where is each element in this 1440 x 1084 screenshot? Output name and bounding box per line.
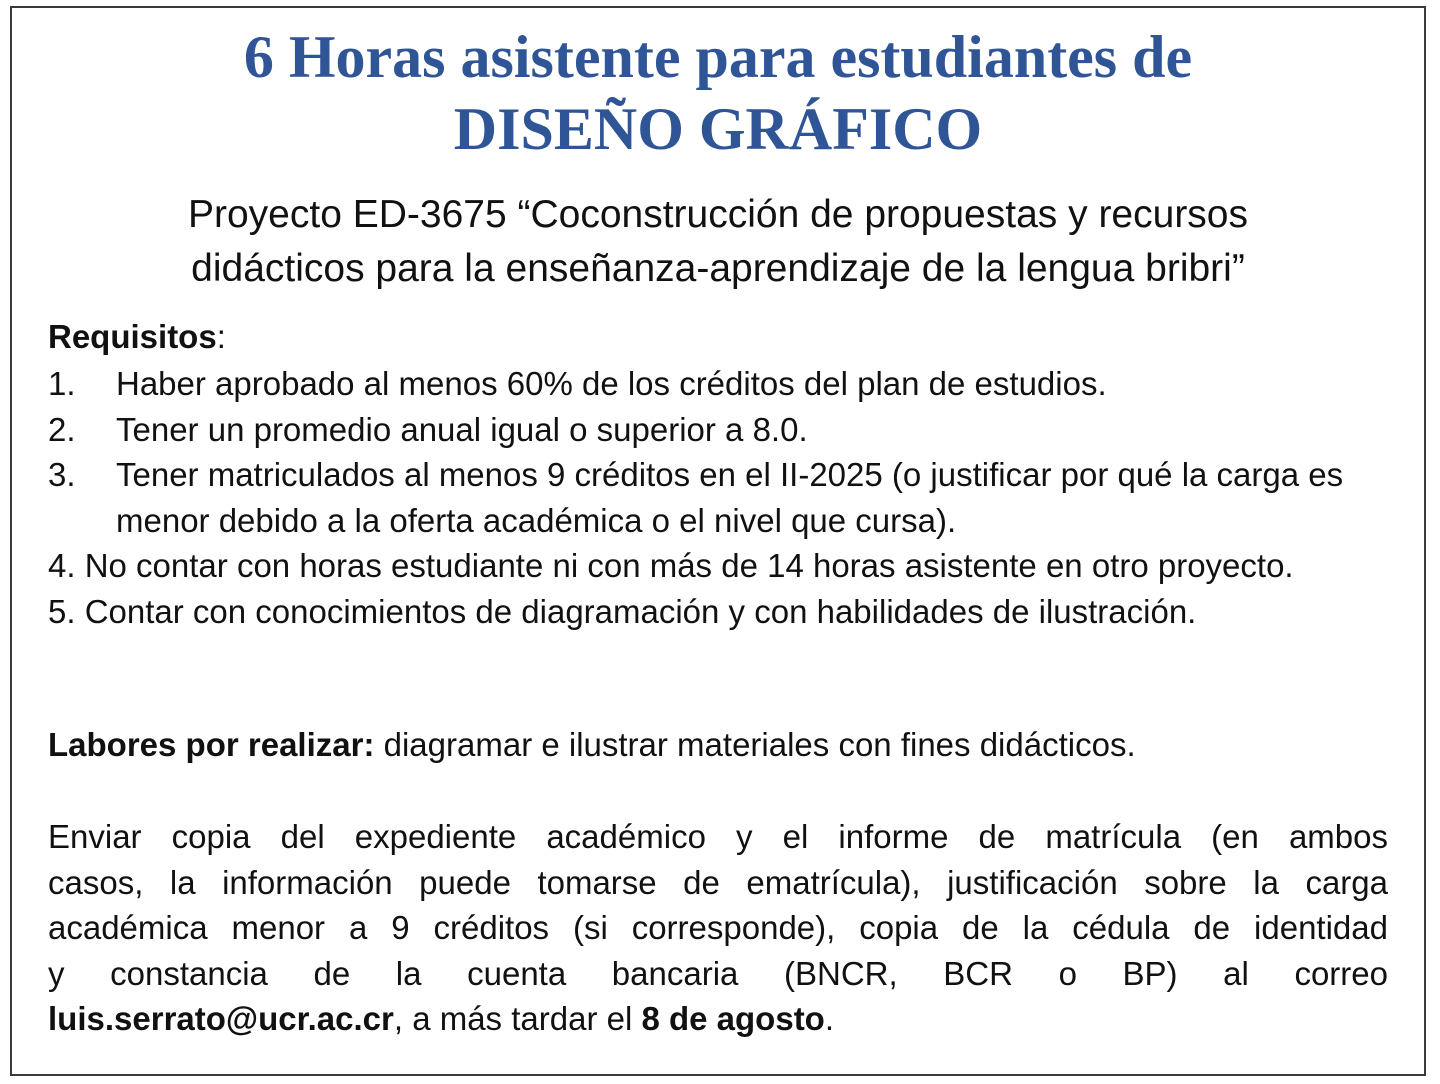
requirements-heading-label: Requisitos	[48, 318, 217, 355]
deadline-end: .	[824, 1000, 835, 1037]
requirement-item	[48, 543, 1388, 589]
submission-line-3: académica menor a 9 créditos (si corresponde), copia de la cédula de identidad	[48, 909, 1388, 946]
requirement-text: Tener un promedio anual igual o superior a 8.0.	[116, 410, 808, 448]
requirement-text: Haber aprobado al menos 60% de los créditos del plan de estudios.	[116, 365, 1107, 402]
requirement-number: 5.	[48, 592, 76, 630]
project-line-2: didácticos para la enseñanza-aprendizaje de la lengua bribri”	[191, 247, 1245, 290]
requirement-item	[48, 589, 1388, 635]
submission-line-1: Enviar copia del expediente académico y el informe de matrícula (en ambos	[48, 818, 1388, 855]
project-line-1: Proyecto ED-3675 “Coconstrucción de propuestas y recursos	[187, 193, 1248, 236]
submission-line-2: casos, la información puede tomarse de ematrícula), justificación sobre la carga	[48, 863, 1388, 901]
requirement-text: Contar con conocimientos de diagramación y con habilidades de ilustración.	[84, 592, 1197, 630]
submission-paragraph	[48, 814, 1388, 1042]
title-line-2: DISEÑO GRÁFICO	[453, 96, 983, 162]
requirement-item	[48, 407, 1388, 453]
requirement-number: 4.	[48, 547, 76, 584]
requirement-number: 2.	[48, 410, 76, 448]
title-line-1: 6 Horas asistente para estudiantes de	[243, 24, 1193, 90]
tasks-label: Labores por realizar:	[48, 726, 375, 763]
tasks-text: diagramar e ilustrar materiales con fines didácticos.	[374, 726, 1136, 763]
contact-email[interactable]: luis.serrato@ucr.ac.cr	[48, 1000, 394, 1037]
requirement-item	[48, 452, 1388, 543]
announcement-frame	[10, 6, 1426, 1076]
requirement-text: No contar con horas estudiante ni con más de 14 horas asistente en otro proyecto.	[84, 547, 1294, 584]
tasks-paragraph	[48, 722, 1388, 768]
requirements-heading-colon: :	[216, 318, 226, 355]
requirements-heading	[48, 314, 226, 360]
requirement-number: 3.	[48, 456, 76, 493]
submission-line-4: y constancia de la cuenta bancaria (BNCR, BCR o BP) al correo	[48, 954, 1388, 992]
requirement-item	[48, 361, 1388, 407]
project-description	[12, 188, 1424, 296]
submission-line-5	[48, 996, 1388, 1042]
deadline-prefix: , a más tardar el	[393, 1000, 642, 1037]
requirement-text: Tener matriculados al menos 9 créditos en el II-2025 (o justificar por qué la carga es menor debido a la oferta académica o el nivel que cursa).	[116, 456, 1344, 539]
requirements-list	[48, 361, 1388, 634]
deadline-date: 8 de agosto	[641, 1000, 825, 1037]
requirement-number: 1.	[48, 365, 76, 402]
